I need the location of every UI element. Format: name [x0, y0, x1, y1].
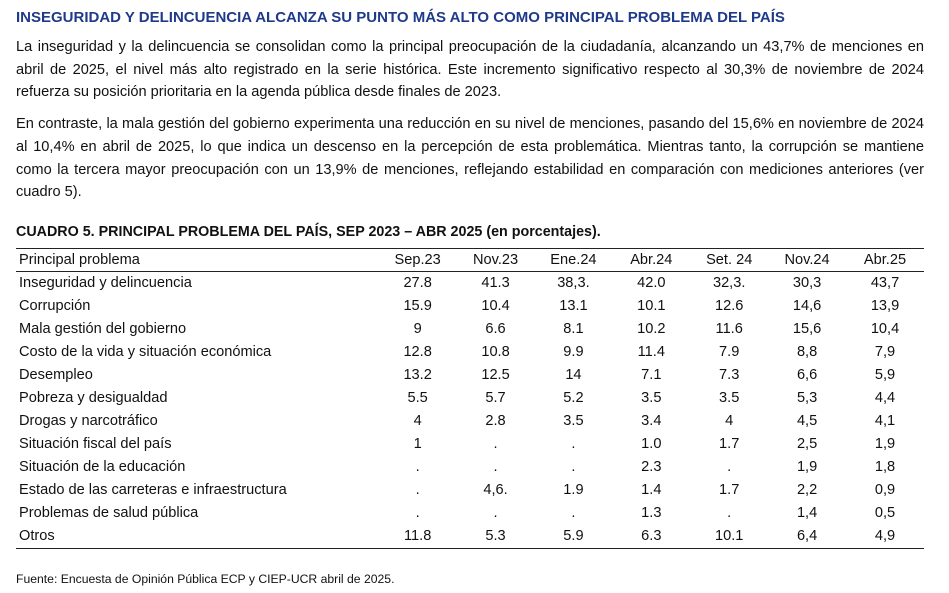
- table-row: [16, 295, 924, 318]
- row-label: Inseguridad y delincuencia: [19, 274, 192, 291]
- row-value: 2.8: [485, 412, 506, 429]
- row-value: 15,6: [792, 320, 822, 337]
- row-value: .: [415, 481, 420, 498]
- table-row: [16, 341, 924, 364]
- row-value: 13,9: [870, 297, 900, 314]
- row-value: 3.5: [641, 389, 662, 406]
- row-value: 8.1: [563, 320, 584, 337]
- table-row: [16, 456, 924, 479]
- row-value: 4,1: [874, 412, 896, 429]
- row-value: 10.2: [637, 320, 666, 337]
- row-value: 6.3: [641, 527, 662, 544]
- header-problem: Principal problema: [19, 251, 140, 268]
- row-value: 14: [565, 366, 582, 383]
- row-value: 4: [725, 412, 734, 429]
- row-value: 1.0: [641, 435, 662, 452]
- row-value: .: [415, 504, 420, 521]
- row-value: 12.8: [403, 343, 432, 360]
- row-value: 1,9: [796, 458, 818, 475]
- row-value: .: [571, 504, 576, 521]
- row-value: 7.3: [719, 366, 740, 383]
- table-body: [16, 271, 924, 548]
- row-value: .: [571, 435, 576, 452]
- row-value: 2,5: [796, 435, 818, 452]
- row-value: 30,3: [792, 274, 822, 291]
- table-row: [16, 410, 924, 433]
- row-value: 4: [413, 412, 422, 429]
- row-value: 38,3.: [557, 274, 590, 291]
- row-value: 12.6: [714, 297, 744, 314]
- row-value: 3.4: [641, 412, 662, 429]
- row-label: Mala gestión del gobierno: [19, 320, 187, 337]
- header-abr24: Abr.24: [630, 251, 673, 268]
- row-value: 3.5: [719, 389, 740, 406]
- row-value: .: [571, 458, 576, 475]
- row-value: 1.9: [563, 481, 584, 498]
- row-label: Situación fiscal del país: [19, 435, 172, 452]
- row-value: .: [415, 458, 420, 475]
- row-value: 4,6.: [483, 481, 508, 498]
- table-row: [16, 479, 924, 502]
- row-value: 9: [413, 320, 422, 337]
- row-value: 12.5: [481, 366, 510, 383]
- row-value: 13.2: [403, 366, 432, 383]
- table-row: [16, 271, 924, 295]
- table-header-row: [16, 248, 924, 271]
- row-label: Corrupción: [19, 297, 91, 314]
- row-value: 43,7: [870, 274, 900, 291]
- row-value: 11.6: [715, 320, 743, 337]
- row-value: 10.1: [637, 297, 666, 314]
- row-value: 5.5: [407, 389, 428, 406]
- row-value: 5.7: [485, 389, 506, 406]
- row-value: 1.3: [641, 504, 662, 521]
- header-ene24: Ene.24: [550, 251, 597, 268]
- row-value: 41.3: [481, 274, 510, 291]
- table-row: [16, 364, 924, 387]
- row-value: 4,4: [874, 389, 896, 406]
- row-label: Pobreza y desigualdad: [19, 389, 168, 406]
- row-label: Desempleo: [19, 366, 93, 383]
- table-row: [16, 387, 924, 410]
- problems-table: [16, 248, 924, 549]
- row-value: 27.8: [403, 274, 432, 291]
- row-value: .: [493, 504, 498, 521]
- row-value: 4,5: [796, 412, 818, 429]
- row-label: Drogas y narcotráfico: [19, 412, 158, 429]
- row-value: 7,9: [874, 343, 896, 360]
- row-value: 1: [413, 435, 422, 452]
- row-value: 32,3.: [712, 274, 746, 291]
- row-label: Costo de la vida y situación económica: [19, 343, 272, 360]
- row-value: 5,3: [796, 389, 818, 406]
- row-value: 1.4: [641, 481, 662, 498]
- header-nov24: Nov.24: [784, 251, 830, 268]
- row-label: Situación de la educación: [19, 458, 186, 475]
- row-value: 0,9: [874, 481, 896, 498]
- row-value: 5.2: [563, 389, 584, 406]
- header-abr25: Abr.25: [863, 251, 907, 268]
- row-value: 8,8: [796, 343, 818, 360]
- row-value: .: [493, 458, 498, 475]
- section-headline: INSEGURIDAD Y DELINCUENCIA ALCANZA SU PUNTO MÁS ALTO COMO PRINCIPAL PROBLEMA DEL PAÍS: [16, 9, 785, 26]
- row-value: 7.1: [641, 366, 662, 383]
- row-value: .: [727, 458, 732, 475]
- report-section: [16, 7, 924, 549]
- table-row: [16, 502, 924, 525]
- header-set24: Set. 24: [706, 251, 753, 268]
- row-value: 0,5: [874, 504, 896, 521]
- table-row: [16, 318, 924, 341]
- row-value: 14,6: [792, 297, 822, 314]
- row-label: Otros: [19, 527, 55, 544]
- row-value: 6,4: [796, 527, 818, 544]
- table-row: [16, 525, 924, 549]
- paragraph-insecurity: La inseguridad y la delincuencia se consolidan como la principal preocupación de la ciudadanía, alcanzando un 43,7% de menciones en abril de 2025, el nivel más alto registrado en la serie histórica. Este incremento significativo respecto al 30,3% de noviembre de 2024 refuerza su posición prioritaria en la agenda pública desde finales de 2023.: [16, 39, 924, 101]
- row-value: .: [727, 504, 732, 521]
- row-value: 10.4: [481, 297, 510, 314]
- row-value: 2,2: [796, 481, 818, 498]
- row-value: 2.3: [641, 458, 662, 475]
- header-sep23: Sep.23: [394, 251, 441, 268]
- row-value: 5,9: [874, 366, 896, 383]
- row-label: Estado de las carreteras e infraestructura: [19, 481, 287, 498]
- row-value: 11.4: [637, 343, 665, 360]
- row-value: 9.9: [563, 343, 584, 360]
- row-value: 11.8: [403, 527, 432, 544]
- row-value: 5.9: [563, 527, 584, 544]
- row-value: 3.5: [563, 412, 584, 429]
- row-value: 1,9: [874, 435, 896, 452]
- table-title: CUADRO 5. PRINCIPAL PROBLEMA DEL PAÍS, SEP 2023 – ABR 2025 (en porcentajes).: [16, 223, 601, 240]
- row-value: 5.3: [485, 527, 506, 544]
- row-value: .: [493, 435, 498, 452]
- paragraph-government: En contraste, la mala gestión del gobierno experimenta una reducción en su nivel de menciones, pasando del 15,6% en noviembre de 2024 al 10,4% en abril de 2025, lo que indica un descenso en la percepción de esta problemática. Mientras tanto, la corrupción se mantiene como la tercera mayor preocupación con un 13,9% de menciones, reflejando estabilidad en comparación con mediciones anteriores (ver cuadro 5).: [16, 116, 924, 201]
- row-value: 1,4: [796, 504, 818, 521]
- source-note: Fuente: Encuesta de Opinión Pública ECP y CIEP-UCR abril de 2025.: [16, 572, 395, 586]
- row-label: Problemas de salud pública: [19, 504, 199, 521]
- row-value: 10.1: [714, 527, 744, 544]
- row-value: 6,6: [796, 366, 818, 383]
- row-value: 42.0: [637, 274, 666, 291]
- row-value: 7.9: [719, 343, 740, 360]
- row-value: 1,8: [874, 458, 896, 475]
- row-value: 10.8: [481, 343, 510, 360]
- row-value: 15.9: [403, 297, 432, 314]
- table-row: [16, 433, 924, 456]
- row-value: 13.1: [559, 297, 588, 314]
- row-value: 10,4: [870, 320, 900, 337]
- header-nov23: Nov.23: [472, 251, 519, 268]
- row-value: 4,9: [874, 527, 896, 544]
- row-value: 1.7: [719, 435, 740, 452]
- row-value: 6.6: [485, 320, 506, 337]
- row-value: 1.7: [719, 481, 740, 498]
